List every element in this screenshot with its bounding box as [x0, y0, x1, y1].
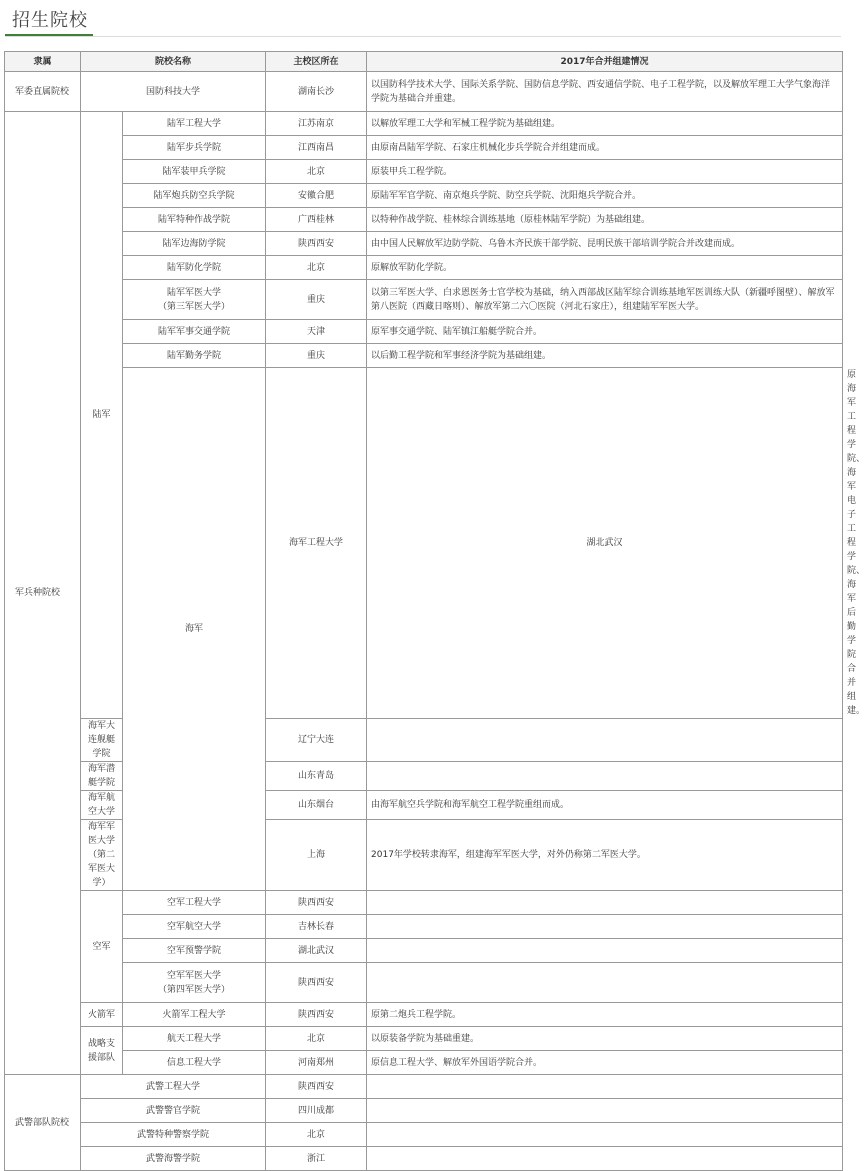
college-note [367, 915, 843, 939]
college-note: 以国防科学技术大学、国际关系学院、国防信息学院、西安通信学院、电子工程学院，以及解放军理工大学气象海洋学院为基础合并重建。 [367, 72, 843, 112]
college-note [367, 963, 843, 1003]
college-note: 以后勤工程学院和军事经济学院为基础组建。 [367, 344, 843, 368]
college-location: 北京 [266, 1123, 367, 1147]
college-name: 海军航空大学 [81, 791, 123, 820]
college-name: 陆军炮兵防空兵学院 [123, 184, 266, 208]
college-note: 由原南昌陆军学院、石家庄机械化步兵学院合并组建而成。 [367, 136, 843, 160]
college-location: 湖北武汉 [367, 368, 843, 719]
college-alt-name: （第二军医大学） [87, 850, 115, 888]
colleges-table [4, 51, 865, 1171]
college-location: 江西南昌 [266, 136, 367, 160]
table-row [5, 184, 843, 208]
college-location: 湖北武汉 [266, 939, 367, 963]
table-row [5, 891, 843, 915]
table-row [5, 280, 843, 320]
college-note: 原装甲兵工程学院。 [367, 160, 843, 184]
table-row [5, 136, 843, 160]
college-name: 武警警官学院 [81, 1099, 266, 1123]
college-location: 辽宁大连 [266, 719, 367, 762]
category-central: 军委直属院校 [5, 72, 81, 112]
college-location: 湖南长沙 [266, 72, 367, 112]
college-name: 陆军军医大学 [167, 287, 222, 298]
table-row [5, 963, 843, 1003]
table-row [5, 1123, 843, 1147]
table-header-row [5, 52, 843, 72]
table-row: 海军 海军工程大学 湖北武汉 原海军工程学院、海军电子工程学院、海军后勤学院合并组建。 [5, 368, 843, 719]
college-name: 空军军医大学 [167, 970, 222, 981]
college-location: 重庆 [266, 280, 367, 320]
college-location: 安徽合肥 [266, 184, 367, 208]
college-note [367, 891, 843, 915]
college-location: 上海 [266, 820, 367, 891]
college-alt-name: （第四军医大学） [158, 984, 231, 995]
college-note: 以特种作战学院、桂林综合训练基地（原桂林陆军学院）为基础组建。 [367, 208, 843, 232]
college-note: 2017年学校转隶海军，组建海军军医大学，对外仍称第二军医大学。 [367, 820, 843, 891]
table-row [5, 939, 843, 963]
college-location: 吉林长春 [266, 915, 367, 939]
header-merger: 2017年合并组建情况 [367, 52, 843, 72]
table-row [5, 915, 843, 939]
college-name-cell [123, 280, 266, 320]
college-name: 陆军特种作战学院 [123, 208, 266, 232]
college-location: 四川成都 [266, 1099, 367, 1123]
college-note: 由中国人民解放军边防学院、乌鲁木齐民族干部学院、昆明民族干部培训学院合并改建而成。 [367, 232, 843, 256]
header-location: 主校区所在 [266, 52, 367, 72]
college-note [367, 1123, 843, 1147]
college-name: 空军航空大学 [123, 915, 266, 939]
college-name: 海军军医大学 [87, 822, 115, 846]
college-note: 原军事交通学院、陆军镇江船艇学院合并。 [367, 320, 843, 344]
college-location: 浙江 [266, 1147, 367, 1171]
table-row [5, 1051, 843, 1075]
category-armed-police: 武警部队院校 [5, 1075, 81, 1171]
table-row [5, 72, 843, 112]
college-note: 原信息工程大学、解放军外国语学院合并。 [367, 1051, 843, 1075]
college-location: 陕西西安 [266, 1075, 367, 1099]
table-row [5, 1147, 843, 1171]
college-name: 火箭军工程大学 [123, 1003, 266, 1027]
college-name: 空军预警学院 [123, 939, 266, 963]
college-name: 陆军军事交通学院 [123, 320, 266, 344]
college-note: 以原装备学院为基础重建。 [367, 1027, 843, 1051]
college-location: 陕西西安 [266, 1003, 367, 1027]
college-name: 信息工程大学 [123, 1051, 266, 1075]
college-note: 原解放军防化学院。 [367, 256, 843, 280]
table-row [5, 1027, 843, 1051]
college-note [367, 939, 843, 963]
title-divider [5, 36, 841, 37]
college-location: 北京 [266, 256, 367, 280]
college-name: 陆军工程大学 [123, 112, 266, 136]
college-location: 陕西西安 [266, 232, 367, 256]
table-row [5, 320, 843, 344]
college-name: 陆军勤务学院 [123, 344, 266, 368]
header-college-name: 院校名称 [81, 52, 266, 72]
college-location: 重庆 [266, 344, 367, 368]
table-row [5, 256, 843, 280]
college-name: 航天工程大学 [123, 1027, 266, 1051]
college-name: 海军大连舰艇学院 [81, 719, 123, 762]
branch-airforce: 空军 [81, 891, 123, 1003]
table-row [5, 208, 843, 232]
table-row [5, 1003, 843, 1027]
branch-navy: 海军 [123, 368, 266, 891]
college-note: 由海军航空兵学院和海军航空工程学院重组而成。 [367, 791, 843, 820]
college-note [367, 719, 843, 762]
college-note [367, 1099, 843, 1123]
branch-rocket: 火箭军 [81, 1003, 123, 1027]
college-location: 北京 [266, 1027, 367, 1051]
college-note: 原陆军军官学院、南京炮兵学院、防空兵学院、沈阳炮兵学院合并。 [367, 184, 843, 208]
college-note: 原第二炮兵工程学院。 [367, 1003, 843, 1027]
college-location: 河南郑州 [266, 1051, 367, 1075]
college-name: 国防科技大学 [81, 72, 266, 112]
college-location: 陕西西安 [266, 891, 367, 915]
college-name: 海军工程大学 [266, 368, 367, 719]
college-name: 陆军边海防学院 [123, 232, 266, 256]
branch-army: 陆军 [81, 112, 123, 719]
college-note [367, 1147, 843, 1171]
college-location: 天津 [266, 320, 367, 344]
college-name: 空军工程大学 [123, 891, 266, 915]
college-location: 陕西西安 [266, 963, 367, 1003]
table-row [5, 160, 843, 184]
college-name: 陆军防化学院 [123, 256, 266, 280]
table-row [5, 1075, 843, 1099]
college-name-cell [81, 820, 123, 891]
header-affiliation: 隶属 [5, 52, 81, 72]
table-row [5, 344, 843, 368]
college-name: 武警海警学院 [81, 1147, 266, 1171]
college-name: 海军潜艇学院 [81, 762, 123, 791]
college-name: 武警特种警察学院 [81, 1123, 266, 1147]
college-note [367, 1075, 843, 1099]
table-row [5, 112, 843, 136]
college-note: 以第三军医大学、白求恩医务士官学校为基础，纳入西部战区陆军综合训练基地军医训练大队（新疆呼图壁）、解放军第八医院（西藏日喀则）、解放军第二六〇医院（河北石家庄），组建陆军军医大学。 [367, 280, 843, 320]
college-location: 山东烟台 [266, 791, 367, 820]
college-name-cell [123, 963, 266, 1003]
category-services: 军兵种院校 [5, 112, 81, 1075]
college-location: 广西桂林 [266, 208, 367, 232]
college-location: 山东青岛 [266, 762, 367, 791]
college-note [367, 762, 843, 791]
table-row [5, 232, 843, 256]
college-note: 以解放军理工大学和军械工程学院为基础组建。 [367, 112, 843, 136]
table-row [5, 1099, 843, 1123]
college-name: 陆军步兵学院 [123, 136, 266, 160]
college-location: 江苏南京 [266, 112, 367, 136]
college-name: 陆军装甲兵学院 [123, 160, 266, 184]
college-name: 武警工程大学 [81, 1075, 266, 1099]
college-alt-name: （第三军医大学） [158, 301, 231, 312]
branch-ssf: 战略支援部队 [81, 1027, 123, 1075]
college-location: 北京 [266, 160, 367, 184]
page-title: 招生院校 [12, 10, 88, 31]
